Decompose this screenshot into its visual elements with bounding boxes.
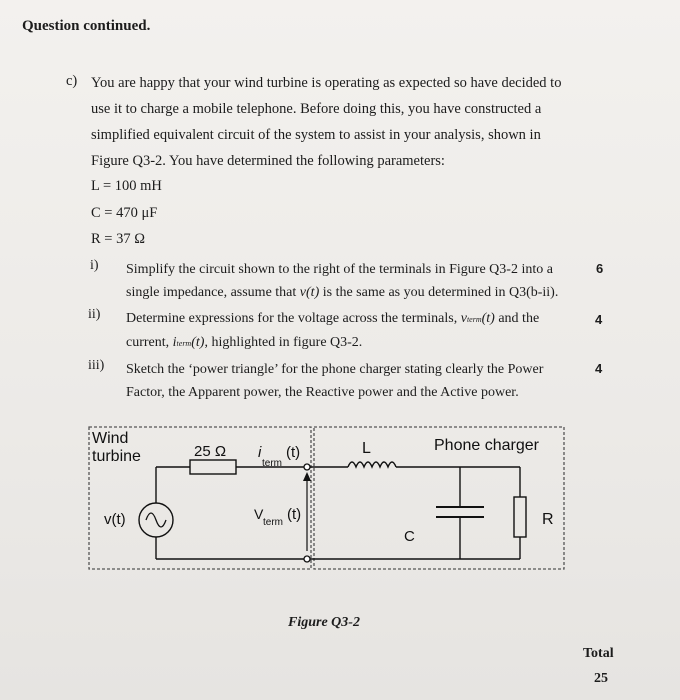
capacitor-label: C xyxy=(404,528,415,545)
total-label: Total xyxy=(583,646,614,661)
circuit-diagram xyxy=(86,423,572,575)
intro-line-4: Figure Q3-2. You have determined the following parameters: xyxy=(91,153,445,169)
figure-caption: Figure Q3-2 xyxy=(288,615,360,630)
inductor xyxy=(348,462,396,467)
intro-line-1: You are happy that your wind turbine is operating as expected so have decided to xyxy=(91,75,562,91)
resistor-25 xyxy=(190,460,236,474)
voltage-t: (t) xyxy=(287,506,302,523)
subq-ii-line-2: current, iterm(t), highlighted in figure Q3-2. xyxy=(126,335,363,350)
section-heading: Question continued. xyxy=(22,18,151,34)
resistor-r-label: R xyxy=(542,511,554,528)
terminal-bottom xyxy=(304,556,310,562)
subq-i-line-2: single impedance, assume that v(t) is the same as you determined in Q3(b-ii). xyxy=(126,285,559,300)
wind-label-2: turbine xyxy=(92,448,141,465)
terminal-top xyxy=(304,464,310,470)
subq-iii-line-2: Factor, the Apparent power, the Reactive power and the Active power. xyxy=(126,385,519,400)
intro-line-2: use it to charge a mobile telephone. Before doing this, you have constructed a xyxy=(91,101,542,117)
subq-i-marks: 6 xyxy=(596,261,604,276)
subq-i-text xyxy=(126,258,558,304)
subq-ii-line-1: Determine expressions for the voltage across the terminals, vterm(t) and the xyxy=(126,311,540,326)
part-label: c) xyxy=(66,73,78,89)
param-resistance: R = 37 Ω xyxy=(91,231,145,247)
subq-i-line-1: Simplify the circuit shown to the right of the terminals in Figure Q3-2 into a xyxy=(126,262,553,277)
subq-iii-label: iii) xyxy=(88,358,105,373)
subq-ii-label: ii) xyxy=(88,307,101,322)
subq-i-label: i) xyxy=(90,258,99,273)
current-i: i xyxy=(258,444,262,461)
subq-iii-line-1: Sketch the ‘power triangle’ for the phone charger stating clearly the Power xyxy=(126,362,544,377)
param-capacitance: C = 470 μF xyxy=(91,205,158,221)
subq-ii-text xyxy=(126,307,539,355)
voltage-sub: term xyxy=(263,517,283,528)
current-t: (t) xyxy=(286,444,301,461)
param-inductance: L = 100 mH xyxy=(91,178,162,194)
source-label: v(t) xyxy=(104,511,126,528)
inductor-label: L xyxy=(362,440,371,457)
phone-charger-label: Phone charger xyxy=(434,437,539,454)
voltage-v: V xyxy=(254,506,264,522)
wind-label-1: Wind xyxy=(92,430,129,447)
total-value: 25 xyxy=(594,671,608,686)
intro-line-3: simplified equivalent circuit of the system to assist in your analysis, shown in xyxy=(91,127,541,143)
resistor-r xyxy=(514,497,526,537)
subq-iii-text xyxy=(126,358,543,404)
subq-ii-marks: 4 xyxy=(595,312,603,327)
subq-iii-marks: 4 xyxy=(595,361,603,376)
resistor-25-label: 25 Ω xyxy=(194,443,227,460)
current-sub: term xyxy=(262,458,282,469)
